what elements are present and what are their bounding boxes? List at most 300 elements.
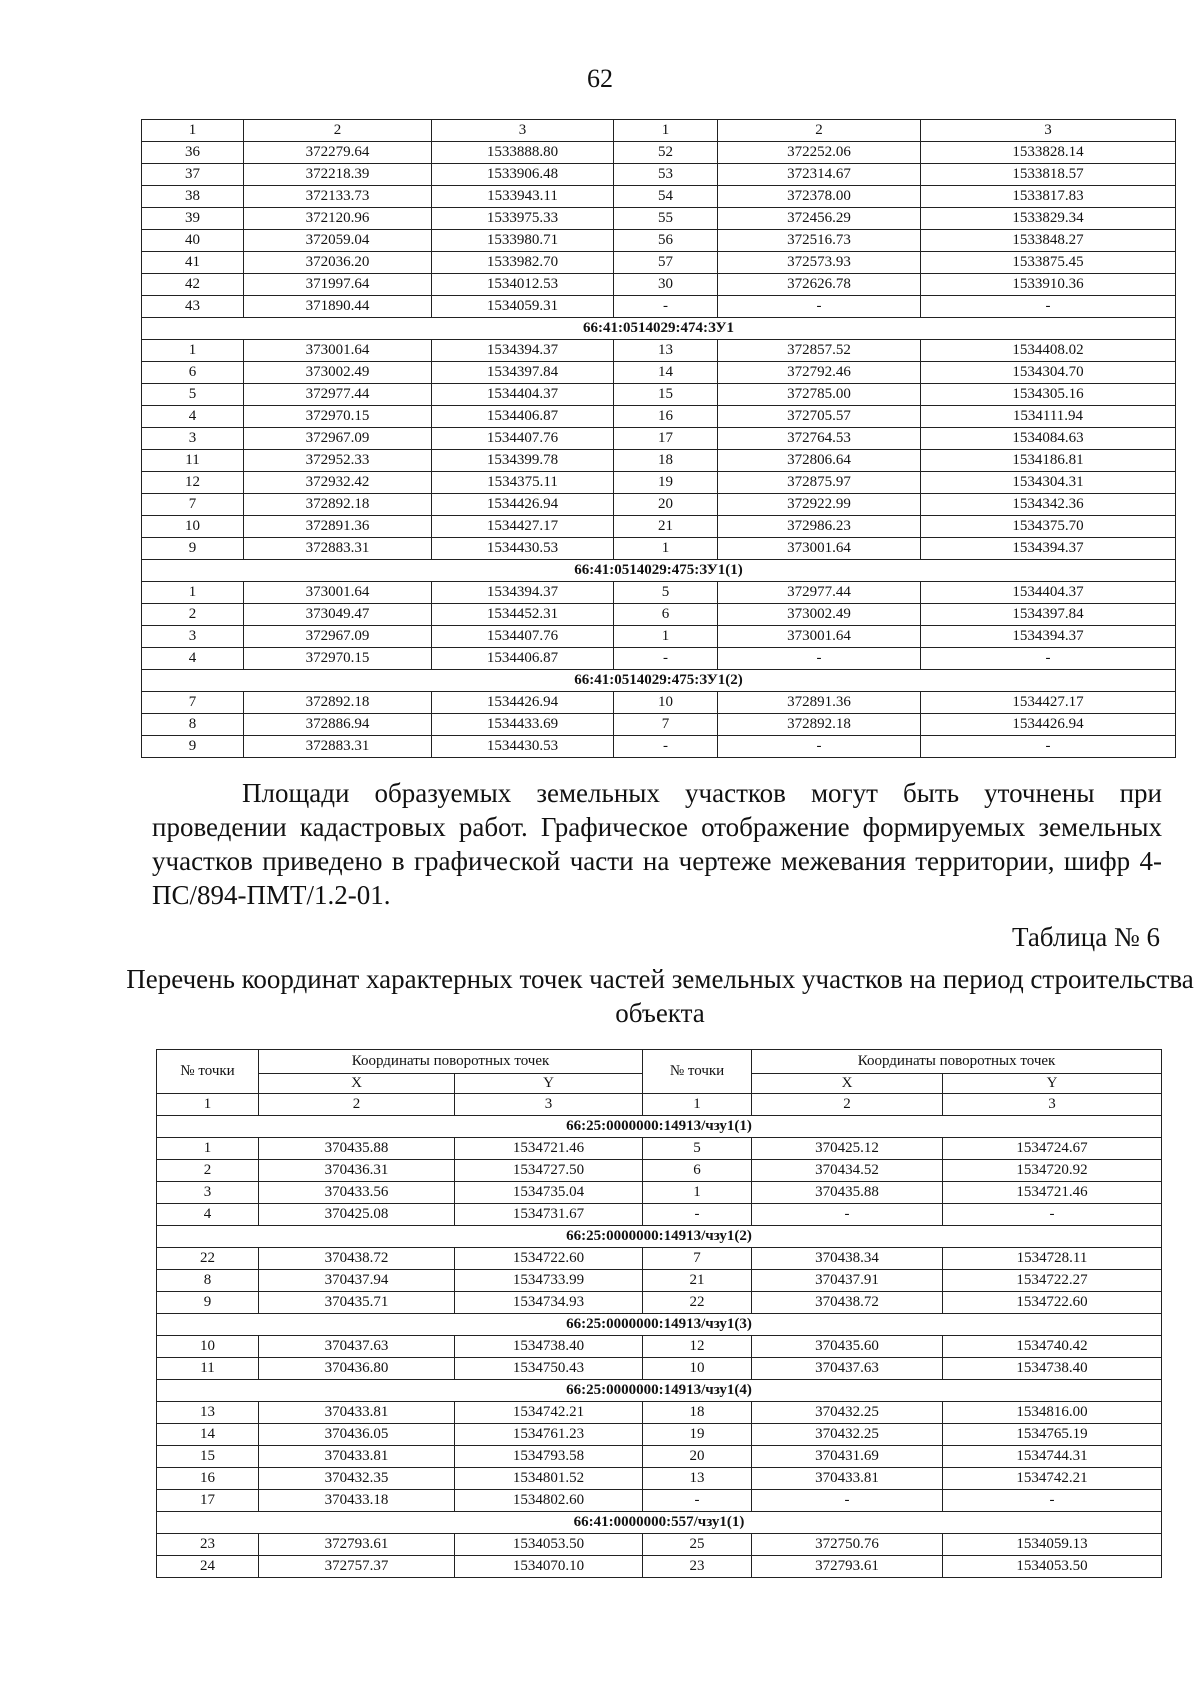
x-cell: 372626.78	[718, 274, 921, 296]
x-cell: 370435.88	[259, 1138, 455, 1160]
point-number-cell: 25	[643, 1534, 752, 1556]
y-cell: 1534394.37	[921, 626, 1176, 648]
table-row	[142, 428, 1176, 450]
y-cell: 1533906.48	[432, 164, 614, 186]
section-cadastral-number: 66:41:0514029:475:ЗУ1(2)	[142, 670, 1176, 692]
point-number-cell: 16	[614, 406, 718, 428]
point-number-cell: 4	[142, 406, 244, 428]
x-cell: 370433.56	[259, 1182, 455, 1204]
point-number-cell: 23	[157, 1534, 259, 1556]
point-number-cell: 7	[643, 1248, 752, 1270]
x-cell: 370435.88	[752, 1182, 943, 1204]
point-number-cell: -	[614, 296, 718, 318]
y-cell: 1534724.67	[943, 1138, 1162, 1160]
table-row	[157, 1534, 1162, 1556]
x-cell: 372314.67	[718, 164, 921, 186]
column-number: 1	[142, 120, 244, 142]
section-row	[157, 1380, 1162, 1402]
point-number-cell: 2	[142, 604, 244, 626]
y-cell: 1534722.27	[943, 1270, 1162, 1292]
x-cell: 373002.49	[244, 362, 432, 384]
y-cell: 1534765.19	[943, 1424, 1162, 1446]
x-cell: -	[718, 296, 921, 318]
x-cell: 371890.44	[244, 296, 432, 318]
point-number-cell: 13	[614, 340, 718, 362]
y-cell: 1534750.43	[455, 1358, 643, 1380]
y-cell: 1533982.70	[432, 252, 614, 274]
x-cell: 372952.33	[244, 450, 432, 472]
x-cell: 372059.04	[244, 230, 432, 252]
point-number-cell: 15	[614, 384, 718, 406]
x-cell: 372967.09	[244, 428, 432, 450]
table-row	[142, 450, 1176, 472]
table-row	[142, 736, 1176, 758]
y-cell: 1534426.94	[921, 714, 1176, 736]
x-cell: 371997.64	[244, 274, 432, 296]
table-row	[142, 362, 1176, 384]
x-cell: 370435.60	[752, 1336, 943, 1358]
x-cell: 372892.18	[244, 692, 432, 714]
y-cell: 1534304.70	[921, 362, 1176, 384]
point-number-cell: 9	[142, 736, 244, 758]
x-cell: 370438.72	[752, 1292, 943, 1314]
point-number-cell: 15	[157, 1446, 259, 1468]
y-cell: -	[921, 296, 1176, 318]
point-number-cell: 17	[614, 428, 718, 450]
x-cell: 372970.15	[244, 648, 432, 670]
x-cell: 372793.61	[752, 1556, 943, 1578]
x-cell: 372252.06	[718, 142, 921, 164]
x-cell: 372806.64	[718, 450, 921, 472]
y-cell: 1534186.81	[921, 450, 1176, 472]
x-cell: 372892.18	[244, 494, 432, 516]
y-cell: 1534394.37	[432, 340, 614, 362]
point-number-cell: 3	[142, 626, 244, 648]
y-cell: 1534404.37	[921, 582, 1176, 604]
y-cell: 1534111.94	[921, 406, 1176, 428]
y-cell: 1534394.37	[921, 538, 1176, 560]
section-row	[142, 560, 1176, 582]
point-number-cell: -	[614, 648, 718, 670]
y-cell: 1534394.37	[432, 582, 614, 604]
x-cell: 372857.52	[718, 340, 921, 362]
point-number-cell: 20	[643, 1446, 752, 1468]
table-row	[157, 1446, 1162, 1468]
x-cell: 372785.00	[718, 384, 921, 406]
column-number: 1	[614, 120, 718, 142]
y-cell: 1534070.10	[455, 1556, 643, 1578]
column-number: 3	[455, 1094, 643, 1116]
y-cell: 1533828.14	[921, 142, 1176, 164]
point-number-cell: 11	[142, 450, 244, 472]
x-cell: 372970.15	[244, 406, 432, 428]
y-cell: -	[921, 736, 1176, 758]
y-cell: 1534012.53	[432, 274, 614, 296]
header-y: Y	[943, 1074, 1162, 1094]
table-row	[157, 1556, 1162, 1578]
point-number-cell: 5	[142, 384, 244, 406]
section-cadastral-number: 66:25:0000000:14913/чзу1(2)	[157, 1226, 1162, 1248]
column-number: 1	[157, 1094, 259, 1116]
x-cell: 372932.42	[244, 472, 432, 494]
table-row	[142, 186, 1176, 208]
y-cell: 1533818.57	[921, 164, 1176, 186]
table-row	[142, 252, 1176, 274]
y-cell: 1534406.87	[432, 406, 614, 428]
point-number-cell: 12	[142, 472, 244, 494]
x-cell: 370436.05	[259, 1424, 455, 1446]
table-row	[142, 648, 1176, 670]
point-number-cell: 7	[614, 714, 718, 736]
y-cell: 1534728.11	[943, 1248, 1162, 1270]
point-number-cell: 2	[157, 1160, 259, 1182]
table-row	[157, 1358, 1162, 1380]
point-number-cell: 4	[157, 1204, 259, 1226]
y-cell: 1534802.60	[455, 1490, 643, 1512]
table-row	[142, 582, 1176, 604]
y-cell: 1533829.34	[921, 208, 1176, 230]
x-cell: 373001.64	[244, 340, 432, 362]
y-cell: 1534053.50	[455, 1534, 643, 1556]
table-row	[157, 1292, 1162, 1314]
point-number-cell: 11	[157, 1358, 259, 1380]
x-cell: 372922.99	[718, 494, 921, 516]
y-cell: 1533980.71	[432, 230, 614, 252]
y-cell: 1534452.31	[432, 604, 614, 626]
point-number-cell: 19	[614, 472, 718, 494]
y-cell: 1534407.76	[432, 626, 614, 648]
section-cadastral-number: 66:41:0000000:557/чзу1(1)	[157, 1512, 1162, 1534]
column-number: 2	[244, 120, 432, 142]
point-number-cell: 37	[142, 164, 244, 186]
point-number-cell: 9	[157, 1292, 259, 1314]
column-number: 1	[643, 1094, 752, 1116]
y-cell: -	[943, 1204, 1162, 1226]
point-number-cell: 23	[643, 1556, 752, 1578]
y-cell: 1534727.50	[455, 1160, 643, 1182]
table-row	[142, 714, 1176, 736]
x-cell: 372986.23	[718, 516, 921, 538]
y-cell: 1534304.31	[921, 472, 1176, 494]
header-x: X	[259, 1074, 455, 1094]
y-cell: 1534742.21	[455, 1402, 643, 1424]
y-cell: 1534816.00	[943, 1402, 1162, 1424]
x-cell: 372764.53	[718, 428, 921, 450]
table-row	[142, 142, 1176, 164]
y-cell: 1534430.53	[432, 736, 614, 758]
point-number-cell: 56	[614, 230, 718, 252]
point-number-cell: 10	[142, 516, 244, 538]
x-cell: 372218.39	[244, 164, 432, 186]
x-cell: 370432.35	[259, 1468, 455, 1490]
x-cell: 373001.64	[718, 538, 921, 560]
x-cell: 370432.25	[752, 1402, 943, 1424]
point-number-cell: 4	[142, 648, 244, 670]
x-cell: -	[718, 648, 921, 670]
point-number-cell: 16	[157, 1468, 259, 1490]
y-cell: 1534084.63	[921, 428, 1176, 450]
point-number-cell: 55	[614, 208, 718, 230]
point-number-cell: 9	[142, 538, 244, 560]
x-cell: 370436.31	[259, 1160, 455, 1182]
column-number: 3	[432, 120, 614, 142]
table-row	[142, 538, 1176, 560]
y-cell: 1534059.13	[943, 1534, 1162, 1556]
y-cell: 1534738.40	[455, 1336, 643, 1358]
table-row	[157, 1402, 1162, 1424]
point-number-cell: 6	[614, 604, 718, 626]
x-cell: 370433.18	[259, 1490, 455, 1512]
x-cell: 370438.34	[752, 1248, 943, 1270]
x-cell: 372883.31	[244, 736, 432, 758]
table-row	[157, 1424, 1162, 1446]
point-number-cell: 24	[157, 1556, 259, 1578]
table-row	[142, 626, 1176, 648]
table-row	[142, 472, 1176, 494]
table-row	[157, 1138, 1162, 1160]
y-cell: 1534721.46	[455, 1138, 643, 1160]
y-cell: -	[921, 648, 1176, 670]
section-row	[142, 318, 1176, 340]
y-cell: 1534305.16	[921, 384, 1176, 406]
point-number-cell: 41	[142, 252, 244, 274]
x-cell: 372891.36	[244, 516, 432, 538]
y-cell: 1534740.42	[943, 1336, 1162, 1358]
y-cell: 1534721.46	[943, 1182, 1162, 1204]
point-number-cell: 1	[142, 340, 244, 362]
y-cell: 1534408.02	[921, 340, 1176, 362]
y-cell: 1534761.23	[455, 1424, 643, 1446]
section-cadastral-number: 66:41:0514029:475:ЗУ1(1)	[142, 560, 1176, 582]
point-number-cell: 7	[142, 494, 244, 516]
section-row	[142, 670, 1176, 692]
point-number-cell: 14	[157, 1424, 259, 1446]
table-row	[157, 1468, 1162, 1490]
table-row	[142, 274, 1176, 296]
x-cell: 372883.31	[244, 538, 432, 560]
table-row	[142, 604, 1176, 626]
x-cell: 370433.81	[752, 1468, 943, 1490]
point-number-cell: 3	[157, 1182, 259, 1204]
point-number-cell: 57	[614, 252, 718, 274]
x-cell: 372750.76	[752, 1534, 943, 1556]
x-cell: 372891.36	[718, 692, 921, 714]
point-number-cell: 22	[157, 1248, 259, 1270]
x-cell: 370437.63	[259, 1336, 455, 1358]
table-row	[157, 1160, 1162, 1182]
point-number-cell: -	[614, 736, 718, 758]
x-cell: 370436.80	[259, 1358, 455, 1380]
y-cell: 1534734.93	[455, 1292, 643, 1314]
header-coordinates: Координаты поворотных точек	[752, 1050, 1162, 1074]
table-row	[142, 164, 1176, 186]
table-row	[157, 1182, 1162, 1204]
point-number-cell: 5	[614, 582, 718, 604]
y-cell: 1534059.31	[432, 296, 614, 318]
y-cell: 1534742.21	[943, 1468, 1162, 1490]
y-cell: 1534375.70	[921, 516, 1176, 538]
x-cell: 372573.93	[718, 252, 921, 274]
table-title: Перечень координат характерных точек частей земельных участков на период строительства объекта	[126, 964, 1194, 1028]
section-row	[157, 1226, 1162, 1248]
point-number-cell: 39	[142, 208, 244, 230]
point-number-cell: 13	[157, 1402, 259, 1424]
point-number-cell: 18	[643, 1402, 752, 1424]
point-number-cell: -	[643, 1204, 752, 1226]
table-row	[142, 384, 1176, 406]
point-number-cell: 54	[614, 186, 718, 208]
y-cell: 1534731.67	[455, 1204, 643, 1226]
x-cell: 372757.37	[259, 1556, 455, 1578]
x-cell: 370435.71	[259, 1292, 455, 1314]
y-cell: 1534430.53	[432, 538, 614, 560]
point-number-cell: 1	[643, 1182, 752, 1204]
y-cell: 1534722.60	[455, 1248, 643, 1270]
y-cell: 1534053.50	[943, 1556, 1162, 1578]
point-number-cell: 18	[614, 450, 718, 472]
column-number: 2	[718, 120, 921, 142]
coordinates-table-6	[156, 1049, 1162, 1578]
column-number: 3	[921, 120, 1176, 142]
point-number-cell: 38	[142, 186, 244, 208]
x-cell: 372120.96	[244, 208, 432, 230]
x-cell: 372036.20	[244, 252, 432, 274]
y-cell: 1533943.11	[432, 186, 614, 208]
point-number-cell: 10	[643, 1358, 752, 1380]
point-number-cell: 17	[157, 1490, 259, 1512]
x-cell: 372792.46	[718, 362, 921, 384]
x-cell: 370425.08	[259, 1204, 455, 1226]
y-cell: 1534735.04	[455, 1182, 643, 1204]
section-row	[157, 1512, 1162, 1534]
header-x: X	[752, 1074, 943, 1094]
x-cell: 373049.47	[244, 604, 432, 626]
y-cell: 1534399.78	[432, 450, 614, 472]
section-cadastral-number: 66:25:0000000:14913/чзу1(3)	[157, 1314, 1162, 1336]
x-cell: 373001.64	[244, 582, 432, 604]
table-row	[157, 1336, 1162, 1358]
table-row	[157, 1248, 1162, 1270]
y-cell: 1534426.94	[432, 692, 614, 714]
x-cell: 370438.72	[259, 1248, 455, 1270]
table-header-row	[142, 120, 1176, 142]
y-cell: 1534427.17	[921, 692, 1176, 714]
point-number-cell: 10	[614, 692, 718, 714]
point-number-cell: 21	[643, 1270, 752, 1292]
y-cell: 1533910.36	[921, 274, 1176, 296]
point-number-cell: 30	[614, 274, 718, 296]
point-number-cell: 14	[614, 362, 718, 384]
table-row	[142, 296, 1176, 318]
column-number: 2	[752, 1094, 943, 1116]
x-cell: 372378.00	[718, 186, 921, 208]
x-cell: 370437.63	[752, 1358, 943, 1380]
point-number-cell: 36	[142, 142, 244, 164]
point-number-cell: 8	[142, 714, 244, 736]
point-number-cell: 1	[614, 538, 718, 560]
y-cell: 1534404.37	[432, 384, 614, 406]
table-row	[157, 1490, 1162, 1512]
x-cell: 370433.81	[259, 1402, 455, 1424]
y-cell: 1534433.69	[432, 714, 614, 736]
y-cell: 1534744.31	[943, 1446, 1162, 1468]
section-row	[157, 1116, 1162, 1138]
y-cell: 1534342.36	[921, 494, 1176, 516]
point-number-cell: 5	[643, 1138, 752, 1160]
point-number-cell: 20	[614, 494, 718, 516]
point-number-cell: 6	[643, 1160, 752, 1182]
y-cell: 1534406.87	[432, 648, 614, 670]
y-cell: 1534426.94	[432, 494, 614, 516]
table-row	[142, 516, 1176, 538]
column-number: 2	[259, 1094, 455, 1116]
x-cell: 372456.29	[718, 208, 921, 230]
point-number-cell: 13	[643, 1468, 752, 1490]
table-number-label: Таблица № 6	[1012, 922, 1160, 952]
point-number-cell: 42	[142, 274, 244, 296]
x-cell: 372793.61	[259, 1534, 455, 1556]
y-cell: 1534397.84	[921, 604, 1176, 626]
y-cell: 1533848.27	[921, 230, 1176, 252]
y-cell: -	[943, 1490, 1162, 1512]
section-cadastral-number: 66:41:0514029:474:ЗУ1	[142, 318, 1176, 340]
y-cell: 1534407.76	[432, 428, 614, 450]
x-cell: 372892.18	[718, 714, 921, 736]
x-cell: 372279.64	[244, 142, 432, 164]
point-number-cell: 53	[614, 164, 718, 186]
x-cell: 370431.69	[752, 1446, 943, 1468]
x-cell: -	[752, 1490, 943, 1512]
section-row	[157, 1314, 1162, 1336]
table-row	[142, 406, 1176, 428]
x-cell: 373001.64	[718, 626, 921, 648]
table-row	[142, 340, 1176, 362]
point-number-cell: 1	[614, 626, 718, 648]
y-cell: 1533875.45	[921, 252, 1176, 274]
table-row	[142, 208, 1176, 230]
point-number-cell: 3	[142, 428, 244, 450]
y-cell: 1534738.40	[943, 1358, 1162, 1380]
table-row	[157, 1204, 1162, 1226]
y-cell: 1533817.83	[921, 186, 1176, 208]
point-number-cell: 1	[142, 582, 244, 604]
table-row	[157, 1270, 1162, 1292]
table-row	[142, 692, 1176, 714]
point-number-cell: 12	[643, 1336, 752, 1358]
x-cell: 370437.91	[752, 1270, 943, 1292]
y-cell: 1534427.17	[432, 516, 614, 538]
x-cell: 372886.94	[244, 714, 432, 736]
header-coordinates: Координаты поворотных точек	[259, 1050, 643, 1074]
column-number: 3	[943, 1094, 1162, 1116]
x-cell: -	[718, 736, 921, 758]
y-cell: 1534793.58	[455, 1446, 643, 1468]
x-cell: 372967.09	[244, 626, 432, 648]
y-cell: 1533888.80	[432, 142, 614, 164]
x-cell: -	[752, 1204, 943, 1226]
x-cell: 370432.25	[752, 1424, 943, 1446]
point-number-cell: 21	[614, 516, 718, 538]
table-row	[142, 230, 1176, 252]
point-number-cell: 22	[643, 1292, 752, 1314]
header-point-number: № точки	[157, 1050, 259, 1094]
x-cell: 372705.57	[718, 406, 921, 428]
x-cell: 372133.73	[244, 186, 432, 208]
x-cell: 370437.94	[259, 1270, 455, 1292]
x-cell: 372516.73	[718, 230, 921, 252]
x-cell: 373002.49	[718, 604, 921, 626]
x-cell: 370425.12	[752, 1138, 943, 1160]
